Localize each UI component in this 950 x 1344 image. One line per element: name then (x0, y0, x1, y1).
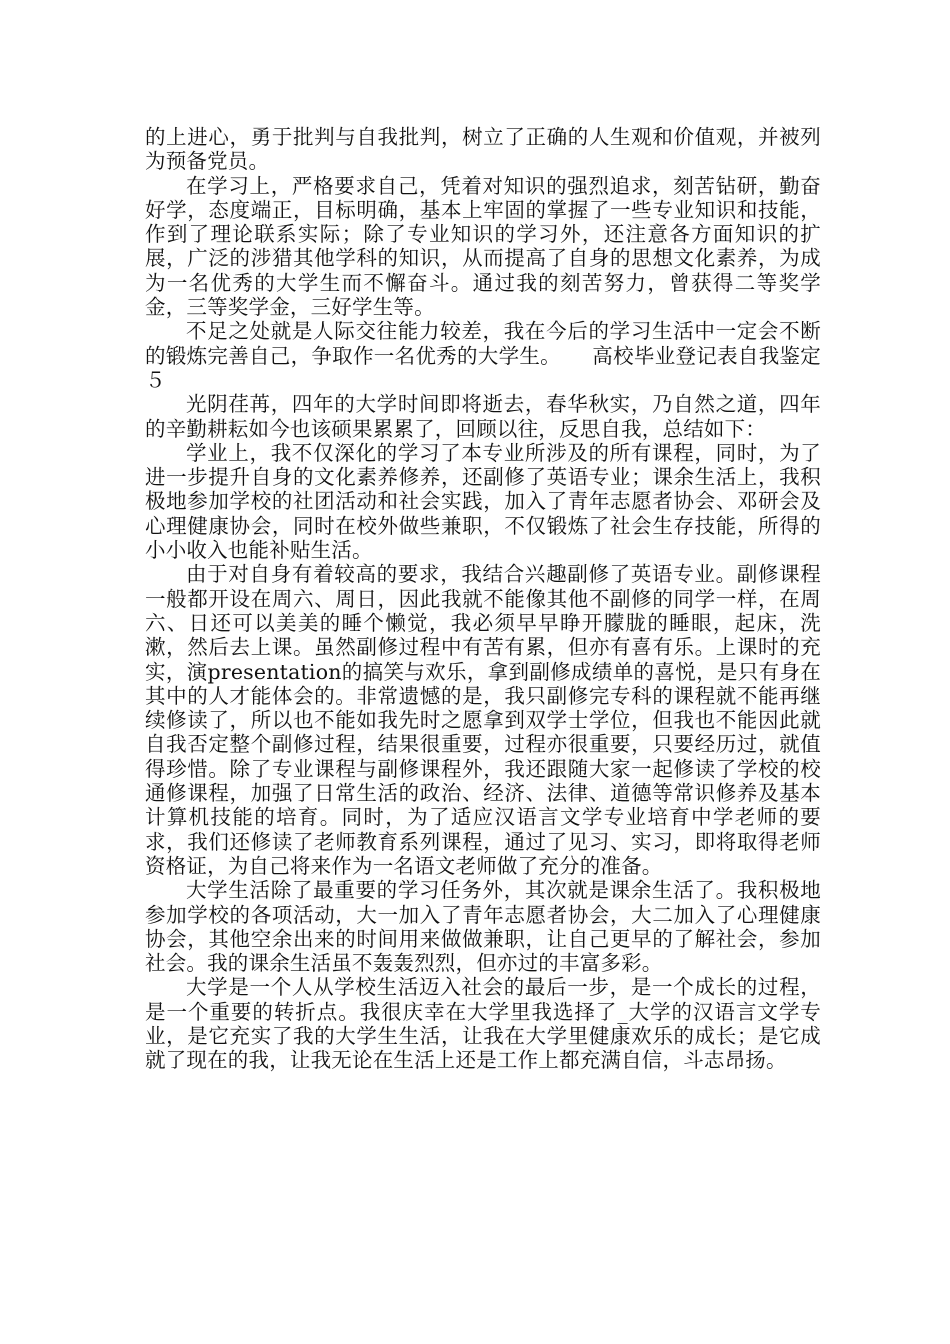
paragraph: 大学是一个人从学校生活迈入社会的最后一步，是一个成长的过程，是一个重要的转折点。我很庆幸在大学里我选择了_大学的汉语言文学专业，是它充实了我的大学生生活，让我在大学里健康欢乐的成长；是它成就了现在的我，让我无论在生活上还是工作上都充满自信，斗志昂扬。 (145, 975, 821, 1073)
paragraph: 在学习上，严格要求自己，凭着对知识的强烈追求，刻苦钻研，勤奋好学，态度端正，目标明确，基本上牢固的掌握了一些专业知识和技能，作到了理论联系实际；除了专业知识的学习外，还注意各方面知识的扩展，广泛的涉猎其他学科的知识，从而提高了自身的思想文化素养，为成为一名优秀的大学生而不懈奋斗。通过我的刻苦努力，曾获得二等奖学金，三等奖学金，三好学生等。 (145, 173, 821, 320)
document-page (145, 125, 821, 1073)
paragraph: 光阴荏苒，四年的大学时间即将逝去，春华秋实，乃自然之道，四年的辛勤耕耘如今也该硕果累累了，回顾以往，反思自我，总结如下： (145, 392, 821, 441)
paragraph: 大学生活除了最重要的学习任务外，其次就是课余生活了。我积极地参加学校的各项活动，大一加入了青年志愿者协会，大二加入了心理健康协会，其他空余出来的时间用来做做兼职，让自己更早的了解社会，参加社会。我的课余生活虽不轰轰烈烈，但亦过的丰富多彩。 (145, 878, 821, 976)
paragraph: 不足之处就是人际交往能力较差，我在今后的学习生活中一定会不断的锻炼完善自己，争取作一名优秀的大学生。 高校毕业登记表自我鉴定５ (145, 319, 821, 392)
paragraph: 的上进心，勇于批判与自我批判，树立了正确的人生观和价值观，并被列为预备党员。 (145, 125, 821, 174)
paragraph: 学业上，我不仅深化的学习了本专业所涉及的所有课程，同时，为了进一步提升自身的文化素养修养，还副修了英语专业；课余生活上，我积极地参加学校的社团活动和社会实践，加入了青年志愿者协会、邓研会及心理健康协会，同时在校外做些兼职，不仅锻炼了社会生存技能，所得的小小收入也能补贴生活。 (145, 440, 821, 563)
paragraph: 由于对自身有着较高的要求，我结合兴趣副修了英语专业。副修课程一般都开设在周六、周日，因此我就不能像其他不副修的同学一样，在周六、日还可以美美的睡个懒觉，我必须早早睁开朦胧的睡眼，起床，洗漱，然后去上课。虽然副修过程中有苦有累，但亦有喜有乐。上课时的充实，演presentation的搞笑与欢乐，拿到副修成绩单的喜悦，是只有身在其中的人才能体会的。非常遗憾的是，我只副修完专科的课程就不能再继续修读了，所以也不能如我先时之愿拿到双学士学位，但我也不能因此就自我否定整个副修过程，结果很重要，过程亦很重要，只要经历过，就值得珍惜。除了专业课程与副修课程外，我还跟随大家一起修读了学校的校通修课程，加强了日常生活的政治、经济、法律、道德等常识修养及基本计算机技能的培育。同时，为了适应汉语言文学专业培育中学老师的要求，我们还修读了老师教育系列课程，通过了见习、实习，即将取得老师资格证，为自己将来作为一名语文老师做了充分的准备。 (145, 562, 821, 878)
